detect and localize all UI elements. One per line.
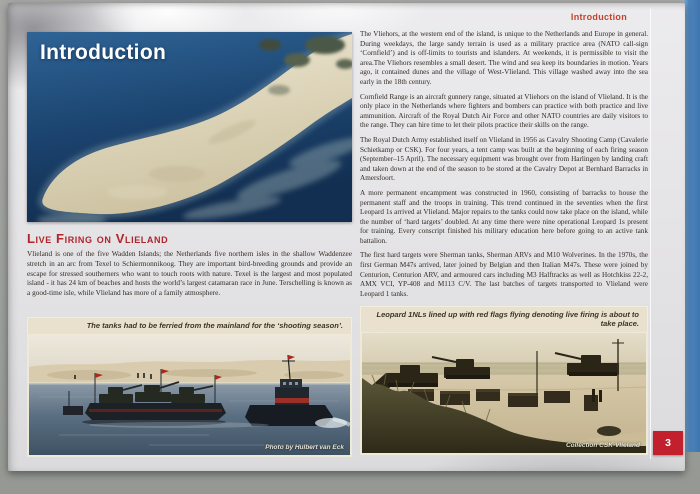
body-paragraph-4: A more permanent encampment was constructed in 1960, consisting of barracks to house the permanent staff and the troops in training. This trend continued in the seventies when the first Leopard 1s arrived at Vlieland. Major repairs to the tanks could now take place on the island, while the number of ‘hard targets’ doubled. At any time there were nine operational Leopard 1s present for training. Every conscript finished his military education here before going to an active tank battalion. (360, 188, 648, 245)
page (8, 3, 685, 471)
book-cover-edge (683, 0, 700, 452)
hero-title: Introduction (40, 41, 167, 64)
beach-photo-credit: Collection CSK-Vlieland (565, 441, 640, 449)
ferry-photo-credit: Photo by Hulbert van Eck (265, 443, 344, 451)
section-heading: Live Firing on Vlieland (27, 231, 169, 246)
beach-photo-caption: Leopard 1NLs lined up with red flags flying denoting live firing is about to take place. (360, 306, 648, 331)
page-number-badge: 3 (653, 431, 683, 455)
intro-paragraph: Vlieland is one of the five Wadden Islands; the Netherlands five northern isles in the shallow Waddenzee stretch in an arc from Texel to Schiermonnikoog. They are important bird-breeding grounds and provide an escape for stressed southerners who want to touch roots with nature. Texel is the largest and most populated island - it has 24 km of beaches and hosts the world’s largest catamaran race in June. Terschelling is known as a good-time isle, while Vlieland has more of a family atmosphere. (27, 249, 352, 298)
margin-rule (650, 9, 651, 459)
body-paragraph-1: The Vliehors, at the western end of the island, is unique to the Netherlands and Europe in general. During weekdays, the large sandy terrain is used as a military practice area (NATO call-sign ‘Cornfield’) and is off-limits to tourists and islanders. At weekends, it is permissible to visit the area.The Vliehors resembles a small desert. The wind and sea keep its boundaries in motion. Years ago, it contained dunes and the village of West-Vlieland. This village washed away into the sea early in the 18th century. (360, 30, 648, 86)
body-paragraph-3: The Royal Dutch Army established itself on Vlieland in 1956 as Cavalry Shooting Camp (Cavalerie Schietkamp or CSK). For four years, a tent camp was built at the beginning of each firing season (September–15 April). The necessary equipment was brought over from Harlingen by landing craft and taken down at the end of the season to be stored at the Cavalry Depot at Bernhard Barracks in Amersfoort. (360, 135, 648, 183)
left-column (27, 32, 352, 457)
ferry-photo-illustration (29, 335, 350, 455)
body-paragraph-2: Cornfield Range is an aircraft gunnery range, situated at Vliehors on the island of Vlieland. It is the only place in the Netherlands where fighters and bombers can practice with both practice and live ammunition. Aircraft of the Royal Dutch Air Force and other NATO countries are daily visitors to the range. They can hire time to let their pilots practice their skills on the range. (360, 92, 648, 130)
ferry-photo (27, 334, 352, 457)
beach-photo (360, 332, 648, 455)
running-header: Introduction (570, 12, 627, 22)
beach-photo-illustration (362, 333, 646, 453)
body-paragraph-5: The first hard targets were Sherman tanks, Sherman ARVs and M10 Wolverines. In the 1970s, the first German M47s arrived, later joined by Belgian and then Italian M47s. These were joined by Centurion, Centurion ARV, and armoured cars including M3 Halftracks as well as Hotchkiss 22-2, AMX VCI, YP-408 and M113 C/V. The last batches of targets transported to Vlieland were Leopard 1 tanks. (360, 251, 648, 298)
ferry-photo-caption: The tanks had to be ferried from the mainland for the ‘shooting season’. (27, 317, 352, 334)
right-column (360, 30, 648, 455)
aerial-island-photo (27, 32, 352, 222)
ferry-photo-block (27, 317, 352, 457)
beach-photo-block (360, 306, 648, 454)
